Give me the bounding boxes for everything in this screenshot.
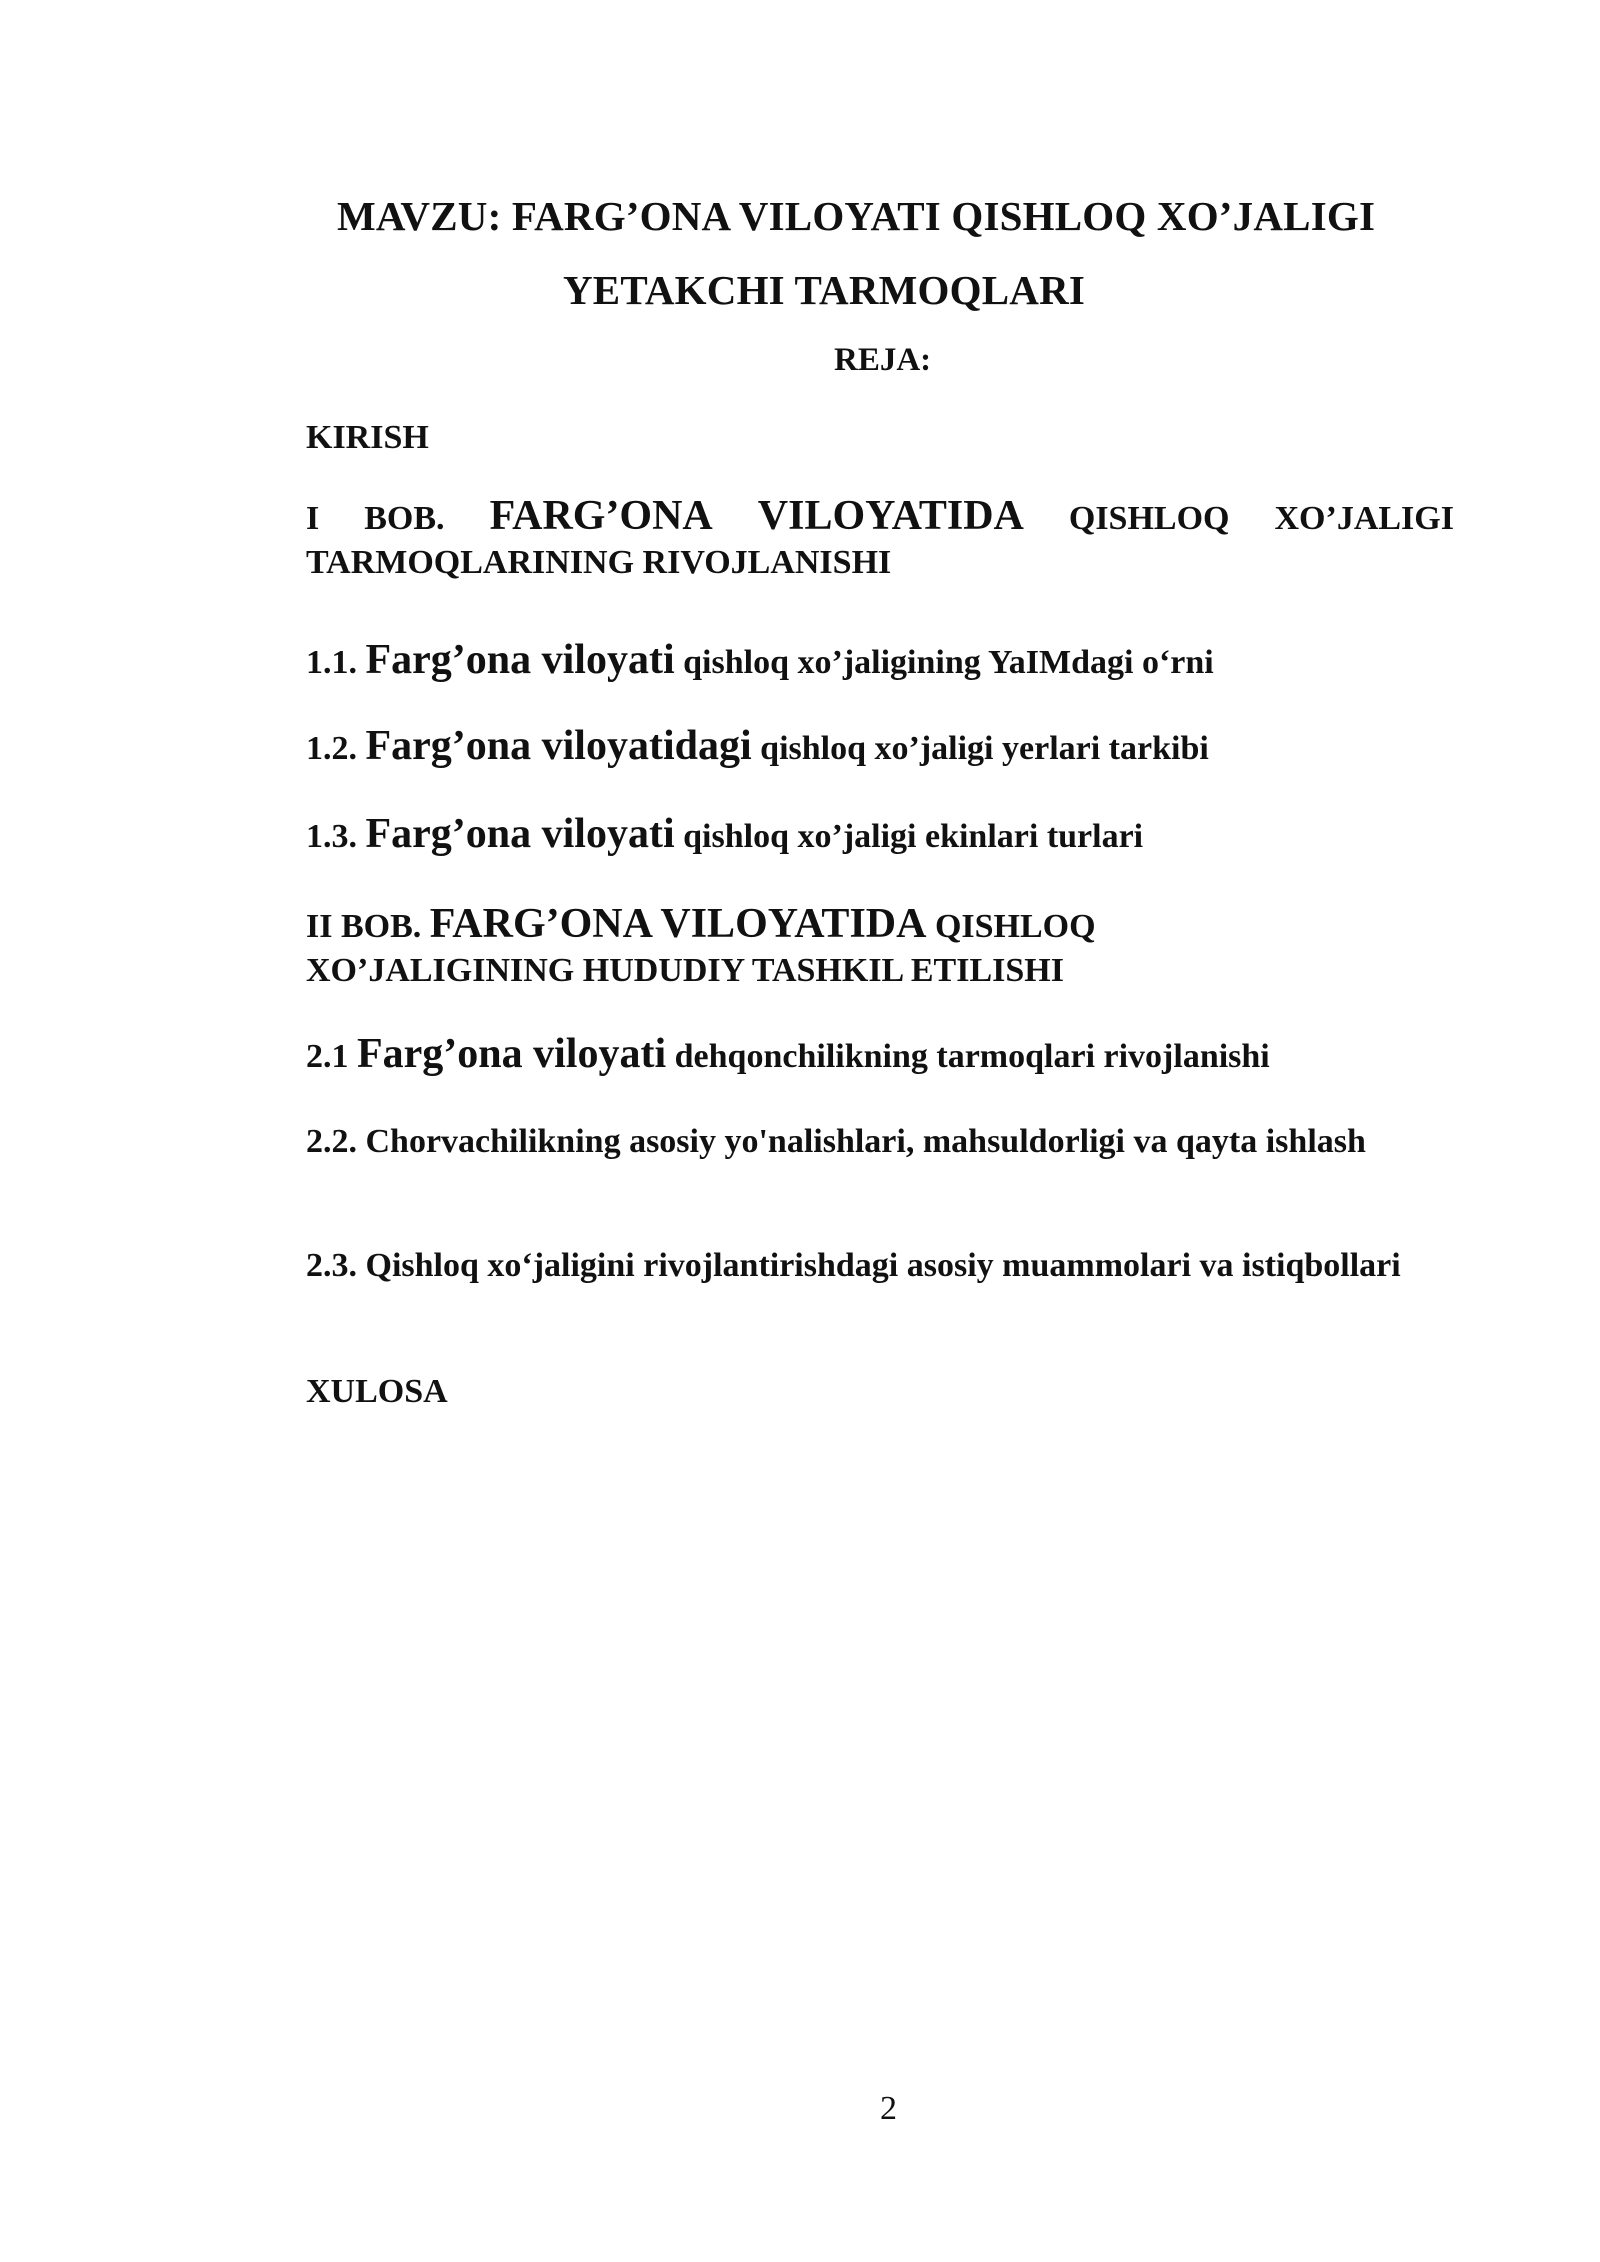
chapter-1-line-2: TARMOQLARINING RIVOJLANISHI	[306, 544, 892, 581]
item-2-1-emphasis: Farg’ona viloyati	[357, 1031, 667, 1077]
item-1-1-emphasis: Farg’ona viloyati	[365, 637, 675, 683]
chapter-1-big-farg-ona: FARG’ONA	[489, 493, 713, 539]
chapter-2-text: QISHLOQ	[934, 908, 1096, 945]
item-1-3-number: 1.3.	[306, 818, 357, 855]
toc-item-2-1	[306, 1032, 1454, 1079]
chapter-1-big-viloyatida: VILOYATIDA	[757, 493, 1024, 539]
chapter-2-emphasis: FARG’ONA VILOYATIDA	[429, 901, 927, 947]
item-1-2-number: 1.2.	[306, 730, 357, 767]
chapter-2-line-1	[306, 902, 1454, 949]
item-2-1-number: 2.1	[306, 1038, 349, 1075]
item-1-3-text: qishloq xo’jaligi ekinlari turlari	[683, 818, 1144, 855]
item-1-2-text: qishloq xo’jaligi yerlari tarkibi	[760, 730, 1209, 767]
toc-item-1-1	[306, 638, 1454, 685]
title-line-2: YETAKCHI TARMOQLARI	[563, 267, 1086, 313]
toc-item-1-2	[306, 724, 1454, 771]
item-2-1-text: dehqonchilikning tarmoqlari rivojlanishi	[674, 1038, 1270, 1075]
toc-item-2-3: 2.3. Qishloq xo‘jaligini rivojlantirishdagi asosiy muammolari va istiqbollari	[306, 1247, 1401, 1284]
item-1-3-emphasis: Farg’ona viloyati	[365, 811, 675, 857]
plan-heading: REJA:	[834, 342, 932, 378]
chapter-1-prefix-i: I	[306, 500, 320, 537]
item-1-1-number: 1.1.	[306, 644, 357, 681]
toc-chapter-2	[306, 902, 1454, 993]
chapter-1-line-1	[306, 494, 1454, 541]
toc-introduction: KIRISH	[306, 419, 429, 456]
item-1-2-emphasis: Farg’ona viloyatidagi	[365, 723, 752, 769]
toc-chapter-1	[306, 494, 1454, 585]
chapter-2-prefix: II BOB.	[306, 908, 422, 945]
item-1-1-text: qishloq xo’jaligining YaIMdagi o‘rni	[683, 644, 1214, 681]
toc-item-1-3	[306, 812, 1454, 859]
chapter-2-line-2: XO’JALIGINING HUDUDIY TASHKIL ETILISHI	[306, 952, 1064, 989]
chapter-1-xojaligi: XO’JALIGI	[1274, 500, 1454, 537]
page-number: 2	[880, 2090, 897, 2127]
toc-item-2-2: 2.2. Chorvachilikning asosiy yo'nalishlari, mahsuldorligi va qayta ishlash	[306, 1123, 1366, 1160]
chapter-1-prefix-bob: BOB.	[364, 500, 445, 537]
chapter-1-qishloq: QISHLOQ	[1068, 500, 1230, 537]
title-line-1: MAVZU: FARG’ONA VILOYATI QISHLOQ XO’JALIGI	[337, 193, 1376, 239]
toc-conclusion: XULOSA	[306, 1373, 448, 1410]
